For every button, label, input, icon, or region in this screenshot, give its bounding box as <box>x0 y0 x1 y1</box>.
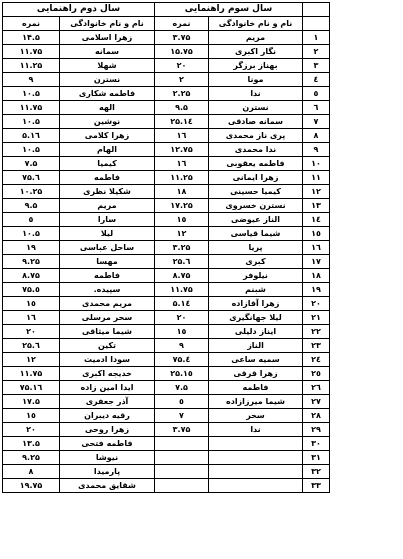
table-row <box>3 129 330 143</box>
row-index-cell: ۱۳ <box>303 199 330 213</box>
table-row <box>3 59 330 73</box>
row-index-cell: ۳۳ <box>303 479 330 493</box>
grade3-name-cell: ندا محمدی <box>209 143 303 157</box>
grade2-name-cell: آذر جعفری <box>60 395 155 409</box>
grade3-name-cell <box>209 465 303 479</box>
row-index-cell: ۲٥ <box>303 367 330 381</box>
grade3-name-cell: فاطمه <box>209 381 303 395</box>
table-row <box>3 479 330 493</box>
grade3-name-cell: الناز عیوضی <box>209 213 303 227</box>
grade3-score-cell: ٥ <box>155 395 209 409</box>
grade3-name-cell: مونا <box>209 73 303 87</box>
grade2-name-cell: سحر مرسلی <box>60 311 155 325</box>
index-header-cell <box>303 3 330 17</box>
table-row <box>3 185 330 199</box>
table-row <box>3 423 330 437</box>
table-row <box>3 283 330 297</box>
grade3-score-cell: ۱۷.۲۵ <box>155 199 209 213</box>
grade3-name-cell: پری ناز محمدی <box>209 129 303 143</box>
grade3-score-cell: ۲۰ <box>155 59 209 73</box>
grade3-score-cell: ۱۲.۷۵ <box>155 143 209 157</box>
grade3-score-cell: ۱٤.۵ <box>155 297 209 311</box>
grade3-score-cell: ۳.۷۵ <box>155 423 209 437</box>
table-row <box>3 73 330 87</box>
grade2-name-cell: الهام <box>60 143 155 157</box>
table-row <box>3 381 330 395</box>
grade2-score-cell: ۱۱.۲۵ <box>3 59 60 73</box>
index-subheader-cell <box>303 17 330 31</box>
grade2-score-cell: ٦.۷۵ <box>3 171 60 185</box>
grade2-score-cell: ۱۱.۷۵ <box>3 101 60 115</box>
grade3-name-cell <box>209 479 303 493</box>
grade3-score-cell: ۱٦ <box>155 129 209 143</box>
grade2-score-cell: ۹.۲۵ <box>3 255 60 269</box>
grade2-name-cell: سودا ادمیت <box>60 353 155 367</box>
table-row <box>3 339 330 353</box>
grade3-name-cell: ندا <box>209 87 303 101</box>
grade2-name-cell: فاطمه شکاری <box>60 87 155 101</box>
table-row <box>3 367 330 381</box>
grade2-name-cell: خدیجه اکبری <box>60 367 155 381</box>
grade3-score-cell: ۱٥ <box>155 213 209 227</box>
row-index-cell: ۲۷ <box>303 395 330 409</box>
row-index-cell: ۱۲ <box>303 185 330 199</box>
row-index-cell: ۳۲ <box>303 465 330 479</box>
grade3-name-cell: زهرا قرقی <box>209 367 303 381</box>
table-row <box>3 409 330 423</box>
grade2-name-cell: فاطمه فتحی <box>60 437 155 451</box>
table-row <box>3 451 330 465</box>
grade2-name-cell: فاطمه <box>60 171 155 185</box>
table-row <box>3 45 330 59</box>
grade3-name-cell: سمانه صادقی <box>209 115 303 129</box>
grade3-score-cell: ۳.۲۵ <box>155 241 209 255</box>
grade2-score-cell: ۲۰ <box>3 325 60 339</box>
grade2-score-cell: ٦.۲۵ <box>3 339 60 353</box>
grade2-score-cell: ۹.۲۵ <box>3 451 60 465</box>
grade2-name-cell: سمانه <box>60 45 155 59</box>
grade3-name-cell: زهرا آقازاده <box>209 297 303 311</box>
grade2-name-cell: شهلا <box>60 59 155 73</box>
grade3-name-cell: نسترن خسروی <box>209 199 303 213</box>
grade2-name-cell: سارا <box>60 213 155 227</box>
row-index-cell: ۲۳ <box>303 339 330 353</box>
row-index-cell: ٦ <box>303 101 330 115</box>
table-row <box>3 269 330 283</box>
name-header-2: نام و نام خانوادگی <box>60 17 155 31</box>
section3-title: سال سوم راهنمایی <box>155 3 303 17</box>
grade2-score-cell: ۱۹.۷۵ <box>3 479 60 493</box>
grade2-name-cell: نوشین <box>60 115 155 129</box>
grade2-name-cell: لیلا <box>60 227 155 241</box>
table-row <box>3 437 330 451</box>
score-header-3: نمره <box>155 17 209 31</box>
grade2-name-cell: مهسا <box>60 255 155 269</box>
score-header-2: نمره <box>3 17 60 31</box>
grade3-score-cell: ۱۱.۷۵ <box>155 283 209 297</box>
grade3-name-cell: فاطمه یعقوبی <box>209 157 303 171</box>
grade2-score-cell: ۱۰.۵ <box>3 115 60 129</box>
grade2-score-cell: ۱۰.۵ <box>3 87 60 101</box>
grade3-name-cell: نسترن <box>209 101 303 115</box>
grade2-score-cell: ۱۰.۵ <box>3 227 60 241</box>
row-index-cell: ۱۰ <box>303 157 330 171</box>
table-row <box>3 241 330 255</box>
row-index-cell: ۲ <box>303 45 330 59</box>
grade2-name-cell: کیمیا <box>60 157 155 171</box>
grade2-score-cell: ۱۹ <box>3 241 60 255</box>
row-index-cell: ۲۲ <box>303 325 330 339</box>
grade3-score-cell: ۱٦ <box>155 157 209 171</box>
row-index-cell: ۱٥ <box>303 227 330 241</box>
grade2-name-cell: شقایق محمدی <box>60 479 155 493</box>
grade3-score-cell: ۱٤.۲۵ <box>155 115 209 129</box>
grade3-name-cell: سمیه ساعی <box>209 353 303 367</box>
table-row <box>3 143 330 157</box>
table-row <box>3 213 330 227</box>
grade3-score-cell: ۲۰ <box>155 311 209 325</box>
grade3-score-cell: ۱۸ <box>155 185 209 199</box>
grade2-score-cell: ۱۲ <box>3 353 60 367</box>
grade3-name-cell: لیلا جهانگیری <box>209 311 303 325</box>
grade3-name-cell: پریا <box>209 241 303 255</box>
table-row <box>3 157 330 171</box>
grade3-score-cell <box>155 437 209 451</box>
column-header-row <box>3 17 330 31</box>
grade2-name-cell: ایدا امین زاده <box>60 381 155 395</box>
grade3-name-cell: ایناز دلیلی <box>209 325 303 339</box>
grade2-name-cell: زهرا کلامی <box>60 129 155 143</box>
row-index-cell: ۱۷ <box>303 255 330 269</box>
grade3-name-cell: کیمیا حسینی <box>209 185 303 199</box>
row-index-cell: ۱۱ <box>303 171 330 185</box>
grade3-score-cell: ۱۱.۲۵ <box>155 171 209 185</box>
grade2-name-cell: زهرا اسلامی <box>60 31 155 45</box>
grade3-score-cell <box>155 451 209 465</box>
grade3-name-cell: زهرا ایمانی <box>209 171 303 185</box>
grade3-score-cell: ۳.۷۵ <box>155 31 209 45</box>
row-index-cell: ۱ <box>303 31 330 45</box>
grade2-score-cell: ۱٥ <box>3 409 60 423</box>
table-row <box>3 199 330 213</box>
row-index-cell: ۱٦ <box>303 241 330 255</box>
grade2-score-cell: ۷.۵ <box>3 157 60 171</box>
grade2-name-cell: نیوشا <box>60 451 155 465</box>
row-index-cell: ۱۹ <box>303 283 330 297</box>
row-index-cell: ۲۸ <box>303 409 330 423</box>
grade3-name-cell: بهناز برزگر <box>209 59 303 73</box>
grade2-score-cell: ٥.۷۵ <box>3 283 60 297</box>
row-index-cell: ۱٤ <box>303 213 330 227</box>
row-index-cell: ۲٤ <box>303 353 330 367</box>
table-row <box>3 115 330 129</box>
section2-title: سال دوم راهنمایی <box>3 3 155 17</box>
grade3-name-cell: مریم <box>209 31 303 45</box>
grade3-name-cell <box>209 437 303 451</box>
grade2-name-cell: زهرا روحی <box>60 423 155 437</box>
grades-table <box>2 2 330 493</box>
table-row <box>3 297 330 311</box>
table-row <box>3 465 330 479</box>
grade2-name-cell: فاطمه <box>60 269 155 283</box>
grade2-score-cell: ۱٦.۵ <box>3 129 60 143</box>
table-row <box>3 255 330 269</box>
grade3-score-cell: ۱٥.۲۵ <box>155 367 209 381</box>
grade2-score-cell: ۸ <box>3 465 60 479</box>
row-index-cell: ۲۰ <box>303 297 330 311</box>
grade3-score-cell <box>155 479 209 493</box>
row-index-cell: ۳۱ <box>303 451 330 465</box>
grade2-score-cell: ۲۰ <box>3 423 60 437</box>
grade2-name-cell: تکین <box>60 339 155 353</box>
grade2-score-cell: ۱۱.۷۵ <box>3 367 60 381</box>
grade2-score-cell: ۱٦ <box>3 311 60 325</box>
table-row <box>3 353 330 367</box>
row-index-cell: ۳۰ <box>303 437 330 451</box>
grade3-score-cell: ۲.۲۵ <box>155 87 209 101</box>
grade3-score-cell: ٦.۲۵ <box>155 255 209 269</box>
grade3-score-cell: ۱۵.۷۵ <box>155 45 209 59</box>
row-index-cell: ۱۸ <box>303 269 330 283</box>
name-header-3: نام و نام خانوادگی <box>209 17 303 31</box>
grade2-name-cell: پارمیدا <box>60 465 155 479</box>
row-index-cell: ٤ <box>303 73 330 87</box>
grade2-score-cell: ۱٦.۷۵ <box>3 381 60 395</box>
grade2-name-cell: شکیلا نظری <box>60 185 155 199</box>
grade3-score-cell: ۲ <box>155 73 209 87</box>
grade3-score-cell: ۱۲ <box>155 227 209 241</box>
grade3-score-cell: ٤.۷۵ <box>155 353 209 367</box>
section-header-row <box>3 3 330 17</box>
row-index-cell: ۲٦ <box>303 381 330 395</box>
grade3-score-cell: ۹.۵ <box>155 101 209 115</box>
grade2-score-cell: ۱۷.۵ <box>3 395 60 409</box>
grade2-name-cell: ساحل عباسی <box>60 241 155 255</box>
grade3-name-cell: شبنم <box>209 283 303 297</box>
grade2-name-cell: رقیه دیبران <box>60 409 155 423</box>
table-row <box>3 227 330 241</box>
row-index-cell: ۸ <box>303 129 330 143</box>
table-row <box>3 171 330 185</box>
grade3-name-cell: نگار اکبری <box>209 45 303 59</box>
table-body <box>3 31 330 493</box>
row-index-cell: ۲۱ <box>303 311 330 325</box>
grade3-name-cell: شیما میرزازاده <box>209 395 303 409</box>
grade2-name-cell: الهه <box>60 101 155 115</box>
grade2-score-cell: ۱۰.۲۵ <box>3 185 60 199</box>
grade3-score-cell: ۱٥ <box>155 325 209 339</box>
grade3-score-cell: ۷ <box>155 409 209 423</box>
grade3-score-cell: ۷.۵ <box>155 381 209 395</box>
grade2-score-cell: ۹.۵ <box>3 199 60 213</box>
grade2-score-cell: ٥ <box>3 213 60 227</box>
row-index-cell: ۷ <box>303 115 330 129</box>
grade2-score-cell: ۱۳.۵ <box>3 437 60 451</box>
grade3-name-cell: شیما قیاسی <box>209 227 303 241</box>
grade2-name-cell: مریم محمدی <box>60 297 155 311</box>
table-row <box>3 311 330 325</box>
grade2-name-cell: نسترن <box>60 73 155 87</box>
grade2-score-cell: ۹ <box>3 73 60 87</box>
row-index-cell: ۹ <box>303 143 330 157</box>
grade2-name-cell: سپیده. <box>60 283 155 297</box>
table-row <box>3 395 330 409</box>
grade2-score-cell: ۱٥ <box>3 297 60 311</box>
table-row <box>3 87 330 101</box>
grade3-name-cell: کبری <box>209 255 303 269</box>
grade3-name-cell: سحر <box>209 409 303 423</box>
grade3-name-cell: ندا <box>209 423 303 437</box>
grade2-name-cell: شیما میثاقی <box>60 325 155 339</box>
grade3-name-cell: نیلوفر <box>209 269 303 283</box>
grade2-score-cell: ۸.۷۵ <box>3 269 60 283</box>
grade2-score-cell: ۱۰.۵ <box>3 143 60 157</box>
table-row <box>3 101 330 115</box>
grade3-name-cell: الناز <box>209 339 303 353</box>
grade3-name-cell <box>209 451 303 465</box>
row-index-cell: ۲۹ <box>303 423 330 437</box>
grade2-score-cell: ۱۱.۷۵ <box>3 45 60 59</box>
row-index-cell: ٥ <box>303 87 330 101</box>
grade3-score-cell: ۸.۷۵ <box>155 269 209 283</box>
table-row <box>3 31 330 45</box>
grade3-score-cell <box>155 465 209 479</box>
grade2-name-cell: مریم <box>60 199 155 213</box>
grade3-score-cell: ۹ <box>155 339 209 353</box>
table-row <box>3 325 330 339</box>
row-index-cell: ۳ <box>303 59 330 73</box>
grade2-score-cell: ۱۴.۵ <box>3 31 60 45</box>
